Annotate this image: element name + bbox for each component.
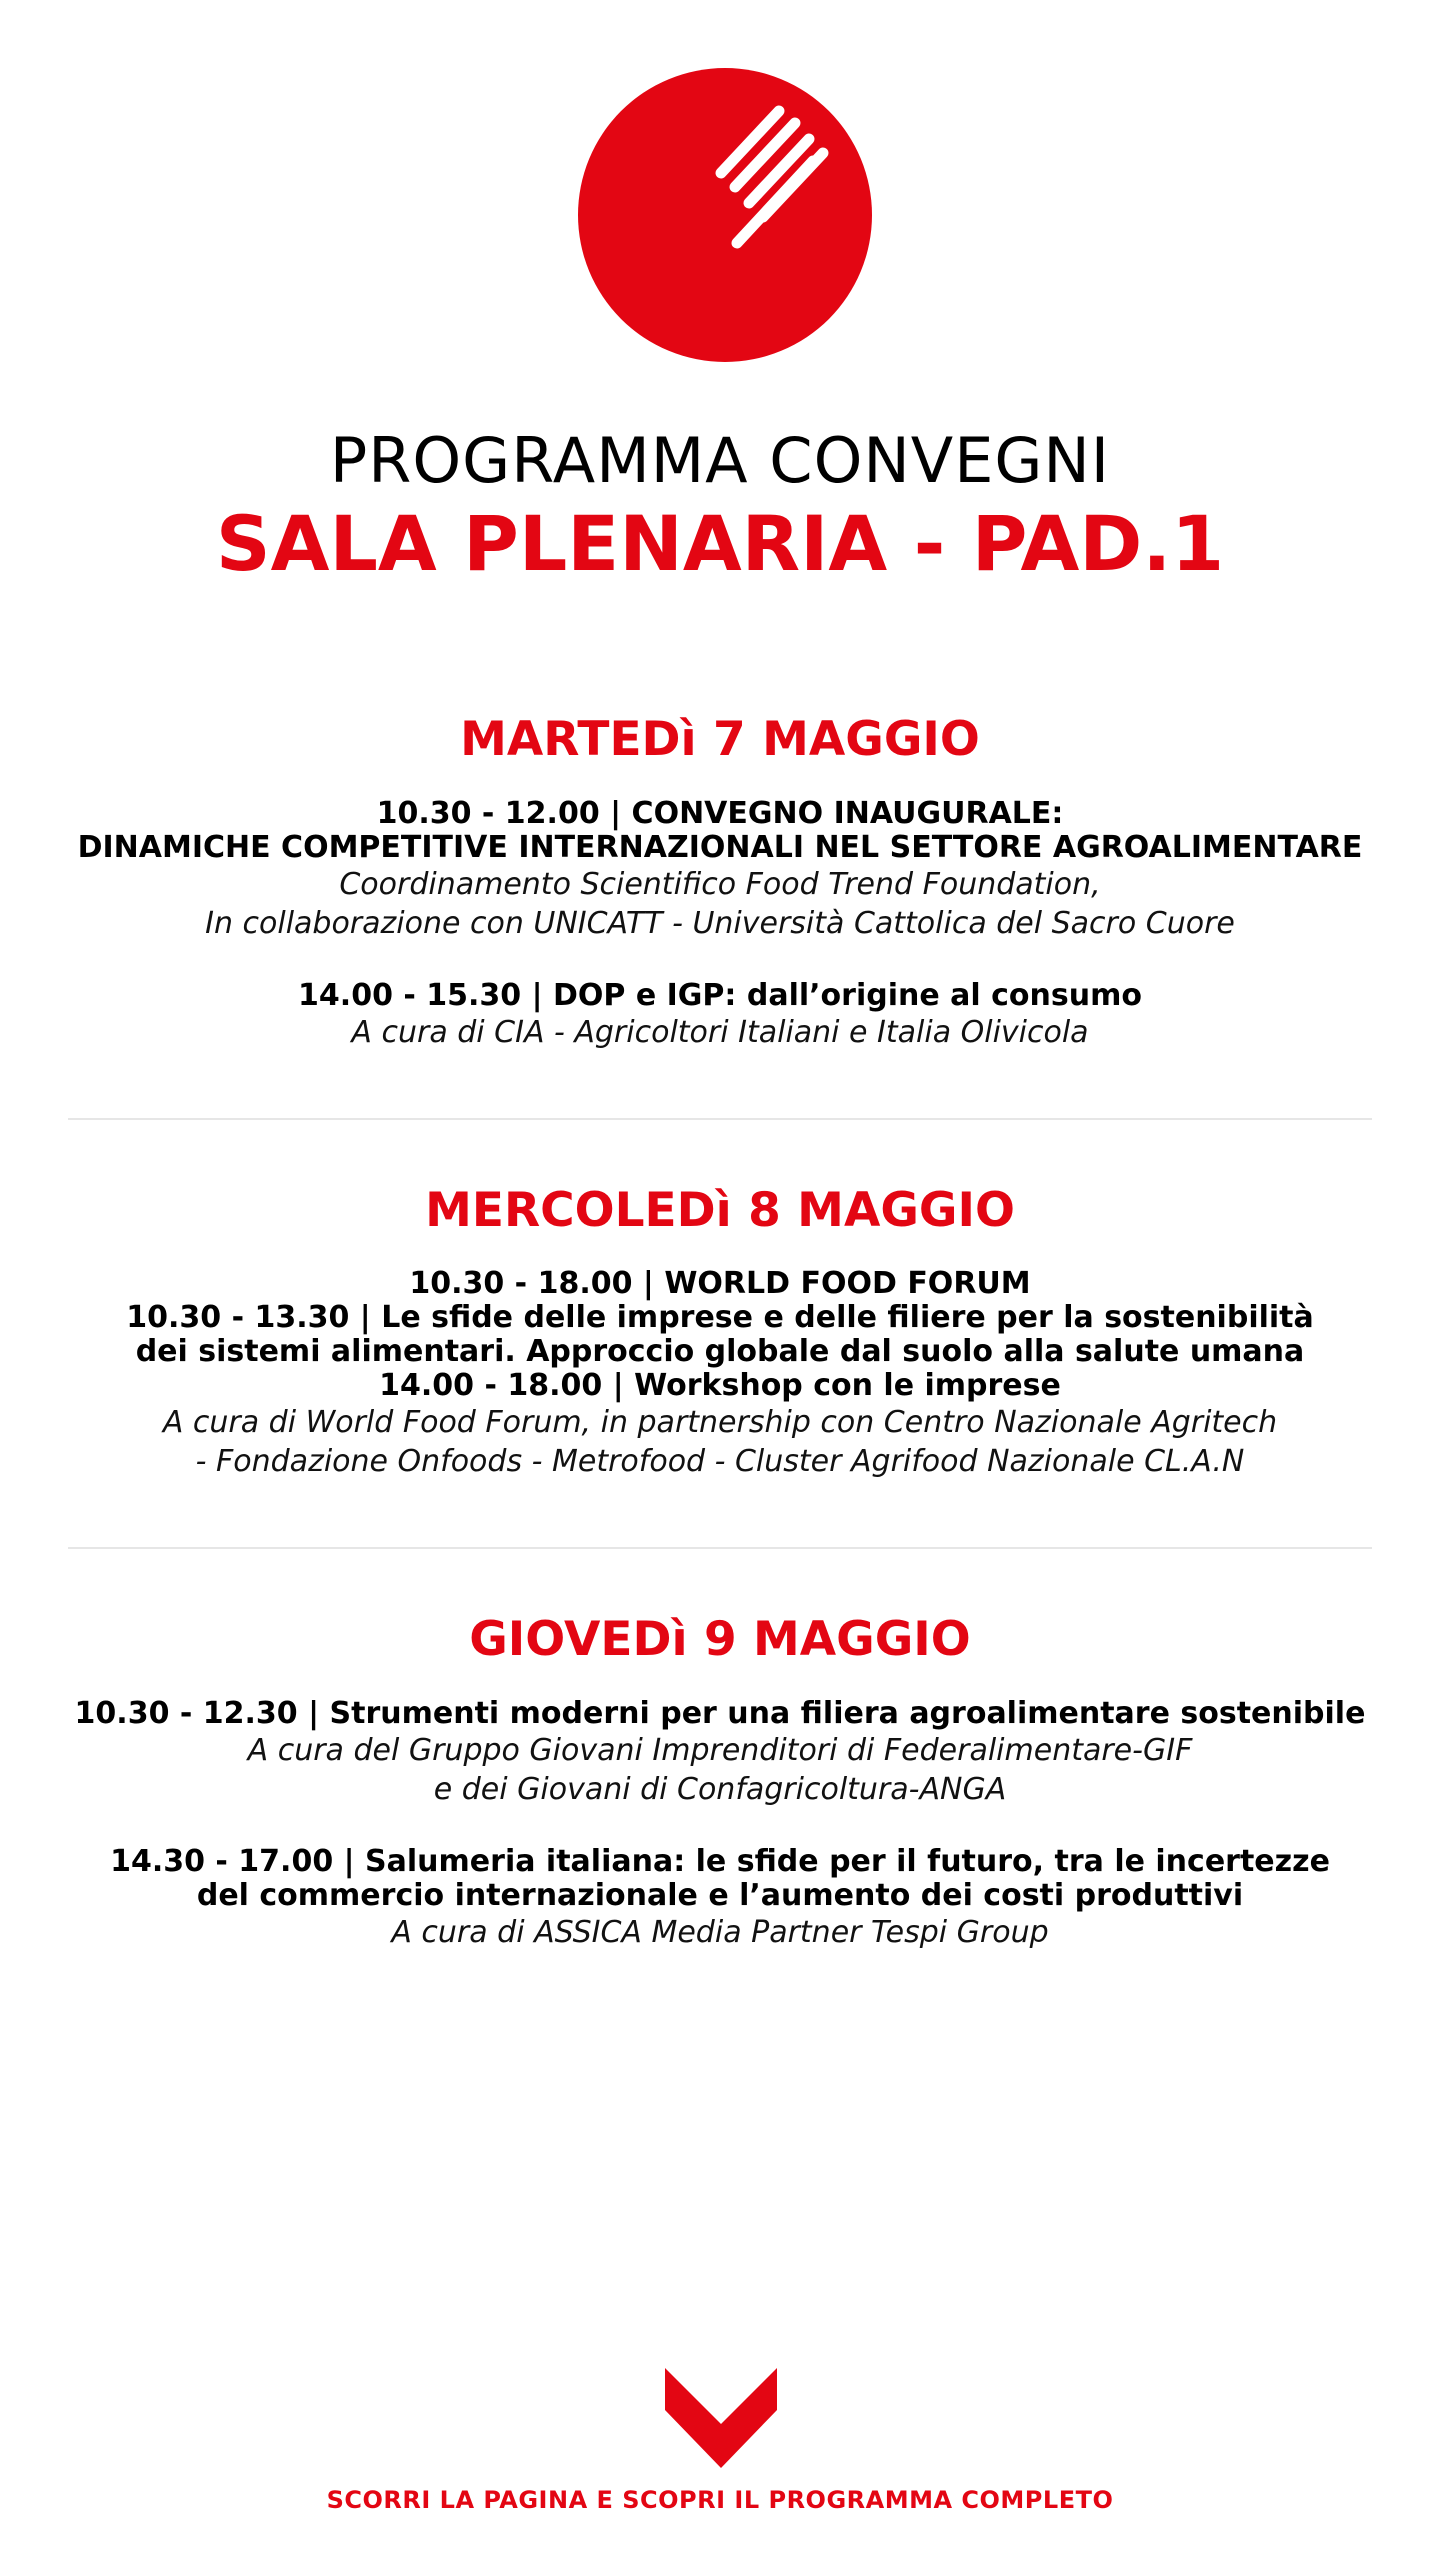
chevron-down-icon[interactable]: [665, 2368, 777, 2468]
event-organizer-line: e dei Giovani di Confagricoltura-ANGA: [433, 1772, 1007, 1807]
event-dop-igp: [60, 979, 1380, 1052]
day-heading-tuesday: MARTEDì 7 MAGGIO: [460, 712, 980, 767]
event-title-line: 14.30 - 17.00 | Salumeria italiana: le sfide per il futuro, tra le incertezze: [110, 1844, 1330, 1879]
event-world-food-forum: [60, 1267, 1380, 1481]
section-divider: [68, 1547, 1372, 1549]
day-heading-thursday: GIOVEDì 9 MAGGIO: [469, 1612, 971, 1667]
event-filiera-sostenibile: [60, 1697, 1380, 1809]
event-organizer-line: - Fondazione Onfoods - Metrofood - Cluster Agrifood Nazionale CL.A.N: [195, 1444, 1245, 1479]
event-title-line: 10.30 - 18.00 | WORLD FOOD FORUM: [409, 1266, 1031, 1301]
event-title-line: 10.30 - 12.30 | Strumenti moderni per una filiera agroalimentare sostenibile: [74, 1696, 1366, 1731]
event-organizer-line: A cura di World Food Forum, in partnership con Centro Nazionale Agritech: [162, 1405, 1278, 1440]
event-salumeria: [60, 1845, 1380, 1952]
event-organizer-line: A cura del Gruppo Giovani Imprenditori di Federalimentare-GIF: [247, 1733, 1193, 1768]
event-title-line: dei sistemi alimentari. Approccio globale dal suolo alla salute umana: [135, 1334, 1305, 1369]
event-title-line: DINAMICHE COMPETITIVE INTERNAZIONALI NEL SETTORE AGROALIMENTARE: [77, 830, 1363, 865]
event-title-line: del commercio internazionale e l’aumento dei costi produttivi: [196, 1878, 1244, 1913]
event-organizer-line: A cura di CIA - Agricoltori Italiani e Italia Olivicola: [351, 1015, 1089, 1050]
day-heading-wednesday: MERCOLEDì 8 MAGGIO: [425, 1183, 1015, 1238]
page-subtitle: SALA PLENARIA - PAD.1: [215, 499, 1225, 588]
event-title-line: 10.30 - 13.30 | Le sfide delle imprese e delle filiere per la sostenibilità: [126, 1300, 1314, 1335]
page-title: PROGRAMMA CONVEGNI: [329, 424, 1111, 497]
event-organizer-line: A cura di ASSICA Media Partner Tespi Group: [391, 1915, 1049, 1950]
scroll-hint-label[interactable]: SCORRI LA PAGINA E SCOPRI IL PROGRAMMA COMPLETO: [326, 2486, 1114, 2514]
event-organizer-line: Coordinamento Scientifico Food Trend Foundation,: [339, 867, 1101, 902]
event-inaugural: [60, 797, 1380, 943]
red-circle-fork-icon: [575, 65, 875, 365]
event-title-line: 10.30 - 12.00 | CONVEGNO INAUGURALE:: [376, 796, 1064, 831]
section-divider: [68, 1118, 1372, 1120]
event-organizer-line: In collaborazione con UNICATT - Università Cattolica del Sacro Cuore: [205, 906, 1235, 941]
event-title-line: 14.00 - 18.00 | Workshop con le imprese: [379, 1368, 1061, 1403]
event-title-line: 14.00 - 15.30 | DOP e IGP: dall’origine al consumo: [298, 978, 1142, 1013]
